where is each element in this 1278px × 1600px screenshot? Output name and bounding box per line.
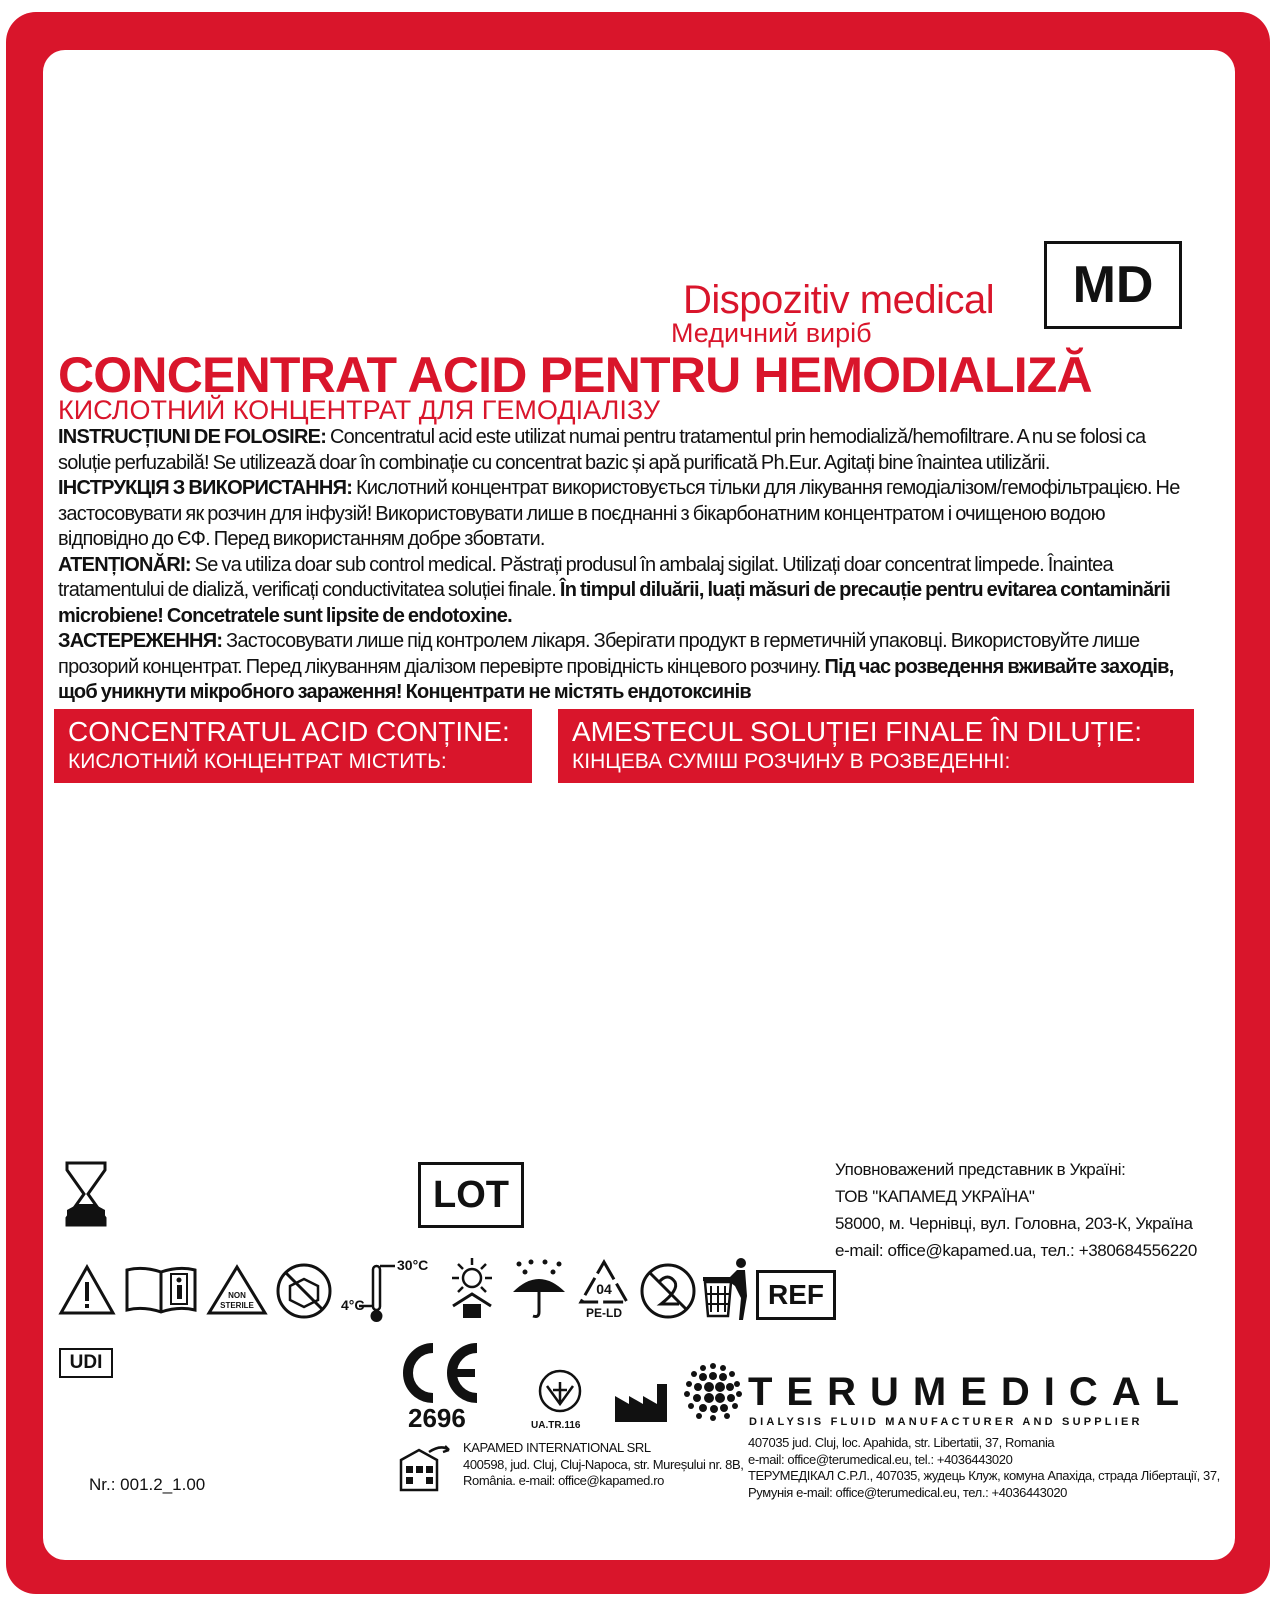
terumedical-logo-icon	[681, 1360, 745, 1424]
hourglass-icon	[64, 1160, 108, 1228]
brand-tagline: DIALYSIS FLUID MANUFACTURER AND SUPPLIER	[749, 1416, 1143, 1428]
rep-line-4: e-mail: office@kapamed.ua, тел.: +380684556220	[835, 1241, 1197, 1260]
dispose-icon	[701, 1256, 753, 1322]
instructions-ro-text: Concentratul acid este utilizat numai pentru tratamentul prin hemodializă/hemofiltrare. A nu se folosi ca soluție perfuzabilă! Se utilizează doar în combinație cu concentrat bazic și apă purificată Ph.Eur. Agitați bine înaintea utilizării.	[58, 426, 1146, 474]
warning-icon	[58, 1264, 116, 1316]
final-solution-title-ro: AMESTECUL SOLUȚIEI FINALE ÎN DILUȚIE:	[572, 716, 1142, 747]
warnings-ua-label: ЗАСТЕРЕЖЕННЯ:	[58, 630, 223, 652]
warnings-ua-text: Застосовувати лише під контролем лікаря. Зберігати продукт в герметичній упаковці. Використовуйте лише прозорий концентрат. Перед лікуванням діалізом перевірте провідність кінцевого розчину.	[58, 630, 1140, 678]
product-title-ro: CONCENTRAT ACID PENTRU HEMODIALIZĂ	[58, 347, 1092, 403]
temperature-limit-icon	[339, 1256, 435, 1326]
composition-band	[54, 709, 532, 783]
manufacturer-icon	[613, 1380, 675, 1424]
warnings-ro-text: Se va utiliza doar sub control medical. Păstrați produsul în ambalaj sigilat. Utilizați doar concentrat limpede. Înaintea tratamentului de dializă, verificați conductivitatea soluției finale.	[58, 553, 1113, 601]
warnings-ro-label: ATENȚIONĂRI:	[58, 553, 191, 576]
non-sterile-icon	[206, 1264, 268, 1316]
importer-line-2: 400598, jud. Cluj, Cluj-Napoca, str. Mureșului nr. 8B,	[463, 1456, 744, 1472]
manufacturer-address	[748, 1435, 1220, 1501]
warnings-ua	[58, 629, 1193, 706]
lot-symbol: LOT	[418, 1162, 524, 1228]
device-type-ro: Dispozitiv medical	[683, 278, 995, 322]
instructions-icon	[123, 1264, 199, 1314]
recycle-code: 04	[596, 1281, 612, 1297]
recycle-icon	[575, 1258, 633, 1320]
composition-title-ua: КИСЛОТНИЙ КОНЦЕНТРАТ МІСТИТЬ:	[68, 750, 447, 773]
importer-line-3: România. e-mail: office@kapamed.ro	[463, 1473, 664, 1488]
temp-min-label: 4°C	[341, 1297, 365, 1313]
ua-representative	[835, 1156, 1197, 1264]
manufacturer-line-3: ТЕРУМЕДІКАЛ С.Р.Л., 407035, жудець Клуж, комуна Апахіда, страда Лібертації, 37,	[748, 1468, 1220, 1483]
non-sterile-text-2: STERILE	[220, 1301, 254, 1310]
temp-max-label: 30°C	[397, 1257, 429, 1273]
do-not-use-damaged-icon	[275, 1262, 333, 1320]
rep-line-3: 58000, м. Чернівці, вул. Головна, 203-К, Україна	[835, 1214, 1193, 1233]
importer-address	[463, 1440, 743, 1490]
warnings-ro	[58, 553, 1193, 630]
md-symbol: MD	[1044, 241, 1182, 329]
product-title-ua: КИСЛОТНИЙ КОНЦЕНТРАТ ДЛЯ ГЕМОДІАЛІЗУ	[58, 395, 661, 425]
device-type-ua: Медичний виріб	[671, 318, 872, 348]
warnings-ro-bold: În timpul diluării, luați măsuri de precauție pentru evitarea contaminării microbiene! Concetratele sunt lipsite de endotoxine.	[58, 579, 1171, 627]
instructions-ua-label: ІНСТРУКЦІЯ З ВИКОРИСТАННЯ:	[58, 477, 353, 499]
manufacturer-line-4: Румунія e-mail: office@terumedical.eu, тел.: +4036443020	[748, 1484, 1067, 1500]
label-panel	[43, 50, 1235, 1560]
importer-line-1: KAPAMED INTERNATIONAL SRL	[463, 1440, 651, 1455]
importer-icon	[399, 1442, 455, 1492]
brand-name: TERUMEDICAL	[748, 1370, 1194, 1414]
document-number: Nr.: 001.2_1.00	[89, 1475, 206, 1494]
non-sterile-text-1: NON	[228, 1291, 246, 1300]
ua-mark-icon	[537, 1368, 583, 1418]
notified-body-number: 2696	[408, 1403, 466, 1433]
instructions-ua-text: Кислотний концентрат використовується тільки для лікування гемодіалізом/гемофільтрацією. Не застосовувати як розчин для інфузій! Використовувати лише в поєднанні з бікарбонатним концентратом і очищеною водою відповідно до ЄФ. Перед використанням добре збовтати.	[58, 477, 1180, 550]
keep-dry-icon	[509, 1258, 569, 1320]
do-not-reuse-icon	[639, 1262, 697, 1320]
instructions-block	[58, 425, 1193, 706]
final-solution-title-ua: КІНЦЕВА СУМІШ РОЗЧИНУ В РОЗВЕДЕННІ:	[572, 750, 1011, 773]
ua-mark-number: UA.TR.116	[531, 1420, 581, 1431]
instructions-ro-label: INSTRUCȚIUNI DE FOLOSIRE:	[58, 426, 327, 448]
ce-mark-icon	[395, 1342, 485, 1404]
manufacturer-line-1: 407035 jud. Cluj, loc. Apahida, str. Libertatii, 37, Romania	[748, 1435, 1055, 1450]
rep-line-1: Уповноважений представник в Україні:	[835, 1160, 1126, 1179]
instructions-ro	[58, 425, 1193, 476]
keep-from-sunlight-icon	[441, 1256, 503, 1320]
recycle-material: PE-LD	[586, 1306, 622, 1320]
manufacturer-line-2: e-mail: office@terumedical.eu, tel.: +4036443020	[748, 1451, 1013, 1467]
udi-symbol: UDI	[59, 1348, 113, 1378]
final-solution-band	[558, 709, 1194, 783]
rep-line-2: ТОВ "КАПАМЕД УКРАЇНА"	[835, 1187, 1035, 1206]
composition-title-ro: CONCENTRATUL ACID CONȚINE:	[68, 716, 510, 747]
warnings-ua-bold: Під час розведення вживайте заходів, щоб уникнути мікробного зараження! Концентрати не містять ендотоксинів	[58, 655, 1174, 703]
instructions-ua	[58, 476, 1193, 553]
ref-symbol: REF	[756, 1270, 836, 1320]
